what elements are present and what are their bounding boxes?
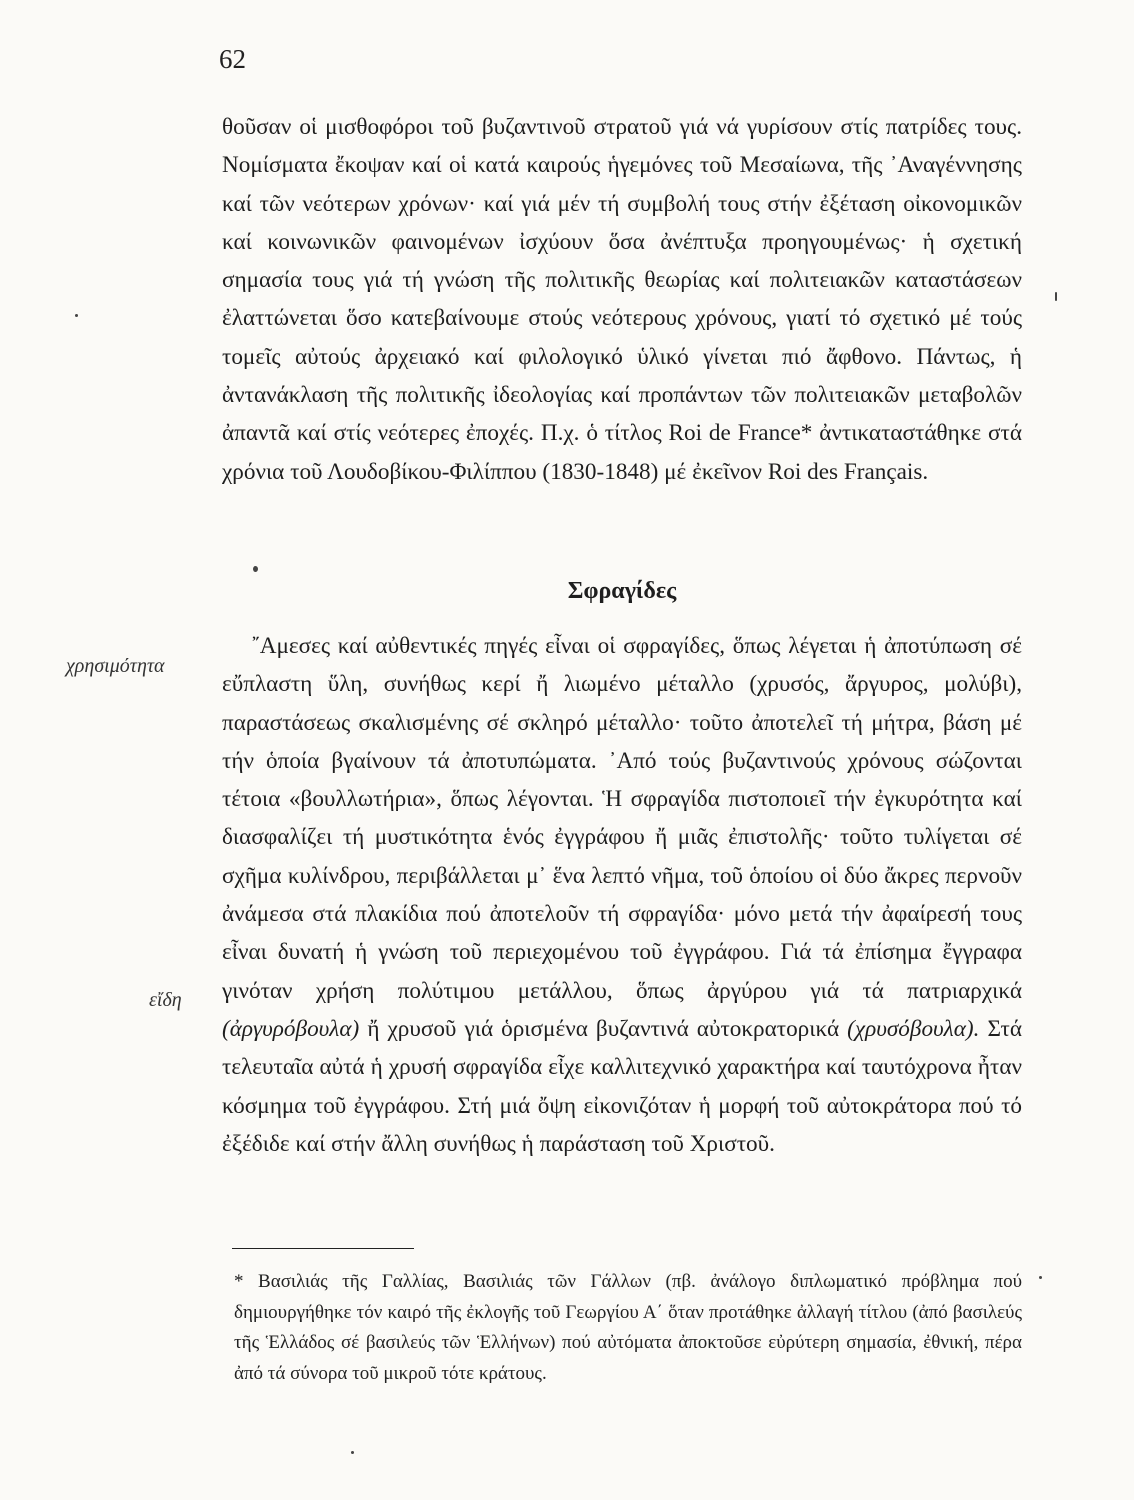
margin-note-types: εἴδη	[149, 989, 182, 1011]
page-number: 62	[219, 44, 246, 74]
section-heading-seals: Σφραγίδες	[567, 578, 677, 604]
paragraph-coins	[222, 108, 1022, 491]
paragraph-seals-text-2: ἤ χρυσοῦ γιά ὁρισμένα βυζαντινά αὐτοκρατορικά	[367, 1015, 840, 1042]
footnote	[234, 1267, 1022, 1389]
print-speck	[1055, 292, 1057, 301]
paragraph-seals	[222, 627, 1022, 1163]
print-speck	[253, 566, 258, 572]
paragraph-seals-text-1: ῎Αμεσες καί αὐθεντικές πηγές εἶναι οἱ σφραγίδες, ὅπως λέγεται ἡ ἀποτύπωση σέ εὔπλαστη ὕλη, συνήθως κερί ἤ λιωμένο μέταλλο (χρυσός, ἄργυρος, μολύβι), παραστάσεως σκαλισμένης σέ σκληρό μέταλλο· τοῦτο ἀποτελεῖ τή μήτρα, βάση μέ τήν ὁποία βγαίνουν τά ἀποτυπώματα. ᾿Από τούς βυζαντινούς χρόνους σώζονται τέτοια «βουλλωτήρια», ὅπως λέγονται. Ἡ σφραγίδα πιστοποιεῖ τήν ἐγκυρότητα καί διασφαλίζει τή μυστικότητα ἑνός ἐγγράφου ἤ μιᾶς ἐπιστολῆς· τοῦτο τυλίγεται σέ σχῆμα κυλίνδρου, περιβάλλεται μ᾿ ἕνα λεπτό νῆμα, τοῦ ὁποίου οἱ δύο ἄκρες περνοῦν ἀνάμεσα στά πλακίδια πού ἀποτελοῦν τή σφραγίδα· μόνο μετά τήν ἀφαίρεσή τους εἶναι δυνατή ἡ γνώση τοῦ περιεχομένου τοῦ ἐγγράφου. Γιά τά ἐπίσημα ἔγγραφα γινόταν χρήση πολύτιμου μετάλλου, ὅπως ἀργύρου γιά τά πατριαρχικά	[222, 633, 1022, 1004]
footnote-divider	[232, 1248, 414, 1249]
paragraph-seals-italic-chrysobulla: (χρυσόβουλα).	[847, 1015, 980, 1042]
print-speck	[351, 1451, 354, 1454]
paragraph-coins-text: θοῦσαν οἱ μισθοφόροι τοῦ βυζαντινοῦ στρατοῦ γιά νά γυρίσουν στίς πατρίδες τους. Νομίσματα ἔκοψαν καί οἱ κατά καιρούς ἡγεμόνες τοῦ Μεσαίωνα, τῆς ᾿Αναγέννησης καί τῶν νεότερων χρόνων· καί γιά μέν τή συμβολή τους στήν ἐξέταση οἰκονομικῶν καί κοινωνικῶν φαινομένων ἰσχύουν ὅσα ἀνέπτυξα προηγουμένως· ἡ σχετική σημασία τους γιά τή γνώση τῆς πολιτικῆς θεωρίας καί πολιτειακῶν καταστάσεων ἐλαττώνεται ὅσο κατεβαίνουμε στούς νεότερους χρόνους, γιατί τό σχετικό μέ τούς τομεῖς αὐτούς ἀρχειακό καί φιλολογικό ὑλικό γίνεται πιό ἄφθονο. Πάντως, ἡ ἀντανάκλαση τῆς πολιτικῆς ἰδεολογίας καί προπάντων τῶν πολιτειακῶν μεταβολῶν ἀπαντᾶ καί στίς νεότερες ἐποχές. Π.χ. ὁ τίτλος Roi de France* ἀντικαταστάθηκε στά χρόνια τοῦ Λουδοβίκου-Φιλίππου (1830-1848) μέ ἐκεῖνον Roi des Français.	[222, 114, 1022, 485]
paragraph-seals-text-3: Στά τελευταῖα αὐτά ἡ χρυσή σφραγίδα εἶχε καλλιτεχνικό χαρακτήρα καί ταυτόχρονα ἦταν κόσμημα τοῦ ἐγγράφου. Στή μιά ὄψη εἰκονιζόταν ἡ μορφή τοῦ αὐτοκράτορα πού τό ἐξέδιδε καί στήν ἄλλη συνήθως ἡ παράσταση τοῦ Χριστοῦ.	[222, 1015, 1023, 1157]
margin-note-usefulness: χρησιμότητα	[66, 655, 165, 677]
print-speck	[75, 314, 78, 317]
print-speck	[1039, 1276, 1042, 1279]
paragraph-seals-italic-argyrobulla: (ἀργυρόβουλα)	[222, 1015, 360, 1042]
footnote-text: * Βασιλιάς τῆς Γαλλίας, Βασιλιάς τῶν Γάλλων (πβ. ἀνάλογο διπλωματικό πρόβλημα πού δημιουργήθηκε τόν καιρό τῆς ἐκλογῆς τοῦ Γεωργίου Α΄ ὅταν προτάθηκε ἀλλαγή τίτλου (ἀπό βασιλεύς τῆς Ἑλλάδος σέ βασιλεύς τῶν Ἑλλήνων) πού αὐτόματα ἀποκτοῦσε εὐρύτερη σημασία, ἐθνική, πέρα ἀπό τά σύνορα τοῦ μικροῦ τότε κράτους.	[234, 1271, 1022, 1384]
